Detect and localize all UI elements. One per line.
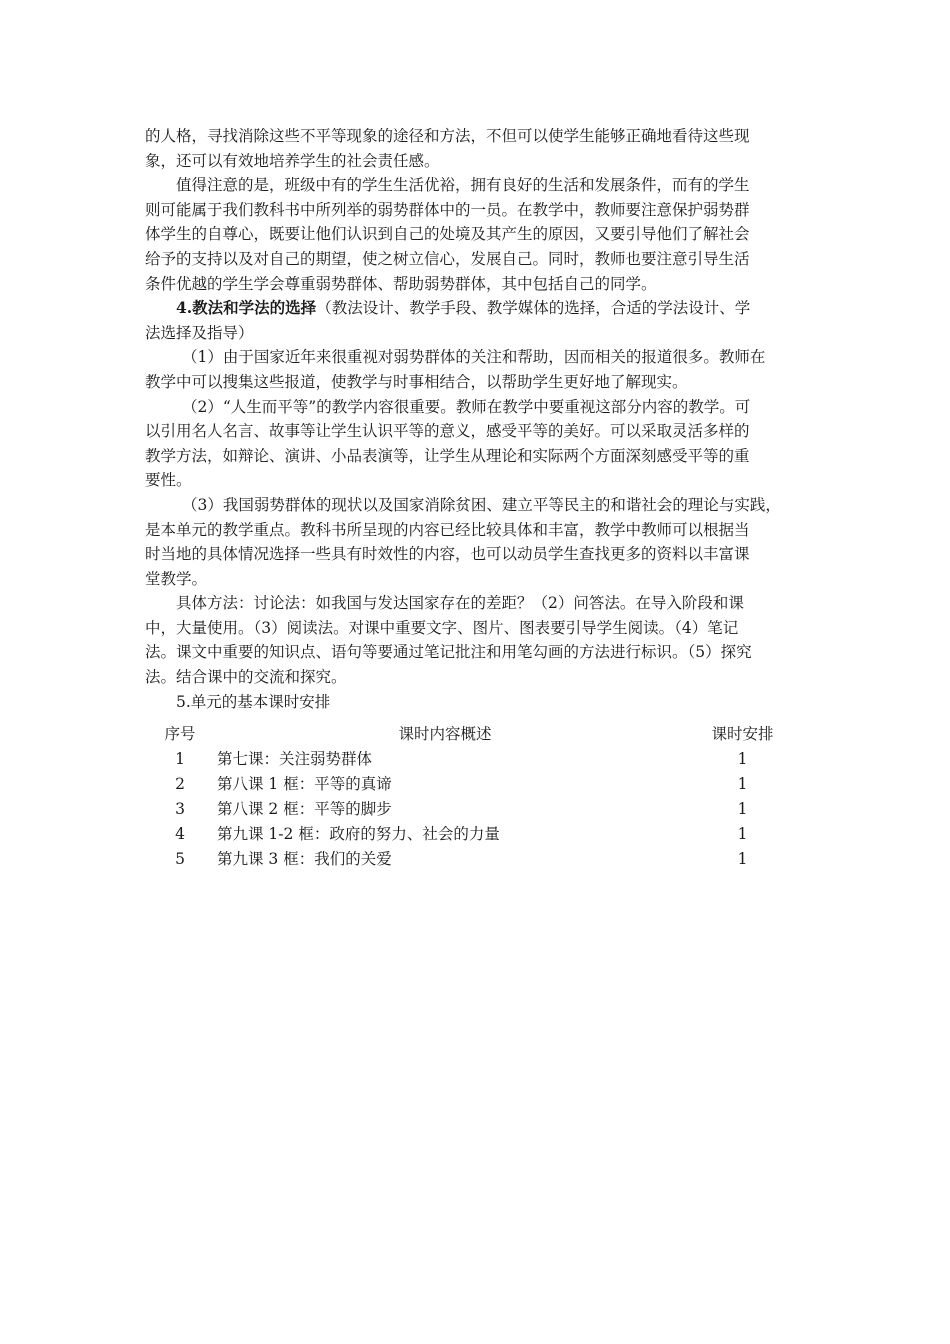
paragraph-line: 的人格，寻找消除这些不平等现象的途径和方法，不但可以使学生能够正确地看待这些现 — [145, 127, 750, 145]
table-row — [145, 772, 805, 797]
row-content: 第七课：关注弱势群体 — [217, 750, 373, 768]
row-hours: 1 — [737, 850, 748, 868]
paragraph-line: 中，大量使用。（3）阅读法。对课中重要文字、图片、图表要引导学生阅读。（4）笔记 — [145, 618, 739, 637]
paragraph-line: 时当地的具体情况选择一些具有时效性的内容，也可以动员学生查找更多的资料以丰富课 — [145, 545, 750, 564]
paragraph-line: 具体方法：讨论法：如我国与发达国家存在的差距？（2）问答法。在导入阶段和课 — [176, 594, 744, 613]
section-heading-5: 5.单元的基本课时安排 — [176, 692, 331, 711]
table-row — [145, 797, 805, 822]
column-header-hours: 课时安排 — [711, 725, 774, 743]
paragraph-line: （1）由于国家近年来很重视对弱势群体的关注和帮助，因而相关的报道很多。教师在 — [182, 348, 766, 367]
column-header-index: 序号 — [164, 725, 196, 743]
paragraph-line: 法选择及指导） — [145, 323, 254, 342]
paragraph-line: （3）我国弱势群体的现状以及国家消除贫困、建立平等民主的和谐社会的理论与实践， — [182, 495, 781, 514]
paragraph-line: 法。课文中重要的知识点、语句等要通过笔记批注和用笔勾画的方法进行标识。（5）探究 — [145, 643, 752, 662]
paragraph-line: 象，还可以有效地培养学生的社会责任感。 — [145, 151, 440, 170]
column-header-content: 课时内容概述 — [398, 725, 492, 743]
section-heading-4-title: 4.教法和学法的选择 — [176, 298, 317, 318]
table-row — [145, 847, 805, 872]
document-body — [145, 124, 805, 714]
section-heading-4 — [145, 296, 805, 321]
row-hours: 1 — [737, 750, 748, 768]
row-hours: 1 — [737, 775, 748, 793]
row-hours: 1 — [737, 800, 748, 818]
row-index: 2 — [175, 775, 185, 793]
paragraph-line: 教学方法，如辩论、演讲、小品表演等，让学生从理论和实际两个方面深刻感受平等的重 — [145, 446, 750, 465]
paragraph-line: 则可能属于我们教科书中所列举的弱势群体中的一员。在教学中，教师要注意保护弱势群 — [145, 200, 750, 219]
paragraph-line: （2）“人生而平等”的教学内容很重要。教师在教学中要重视这部分内容的教学。可 — [182, 397, 751, 416]
table-row — [145, 822, 805, 847]
table-row — [145, 747, 805, 772]
paragraph-line: 体学生的自尊心，既要让他们认识到自己的处境及其产生的原因，又要引导他们了解社会 — [145, 225, 750, 244]
row-content: 第八课 1 框：平等的真谛 — [217, 775, 392, 793]
paragraph-line: 法。结合课中的交流和探究。 — [145, 668, 347, 687]
paragraph-line: 值得注意的是，班级中有的学生生活优裕，拥有良好的生活和发展条件，而有的学生 — [176, 176, 750, 195]
table-header-row — [145, 722, 805, 747]
row-content: 第九课 1-2 框：政府的努力、社会的力量 — [217, 825, 500, 843]
row-index: 1 — [175, 750, 185, 768]
paragraph-line: 是本单元的教学重点。教科书所呈现的内容已经比较具体和丰富，教学中教师可以根据当 — [145, 520, 750, 539]
paragraph-line: 给予的支持以及对自己的期望，使之树立信心，发展自己。同时，教师也要注意引导生活 — [145, 249, 750, 268]
paragraph-line: 堂教学。 — [145, 569, 208, 588]
row-index: 4 — [175, 825, 185, 843]
section-heading-4-note: （教法设计、教学手段、教学媒体的选择，合适的学法设计、学 — [316, 299, 751, 318]
row-index: 3 — [175, 800, 185, 818]
paragraph-line: 教学中可以搜集这些报道，使教学与时事相结合，以帮助学生更好地了解现实。 — [145, 372, 688, 391]
paragraph-line: 以引用名人名言、故事等让学生认识平等的意义，感受平等的美好。可以采取灵活多样的 — [145, 422, 750, 441]
row-content: 第九课 3 框：我们的关爱 — [217, 850, 392, 868]
schedule-table — [145, 722, 805, 872]
row-index: 5 — [175, 850, 185, 868]
row-hours: 1 — [737, 825, 748, 843]
paragraph-line: 条件优越的学生学会尊重弱势群体、帮助弱势群体，其中包括自己的同学。 — [145, 274, 657, 293]
row-content: 第八课 2 框：平等的脚步 — [217, 800, 392, 818]
paragraph-line: 要性。 — [145, 471, 192, 490]
